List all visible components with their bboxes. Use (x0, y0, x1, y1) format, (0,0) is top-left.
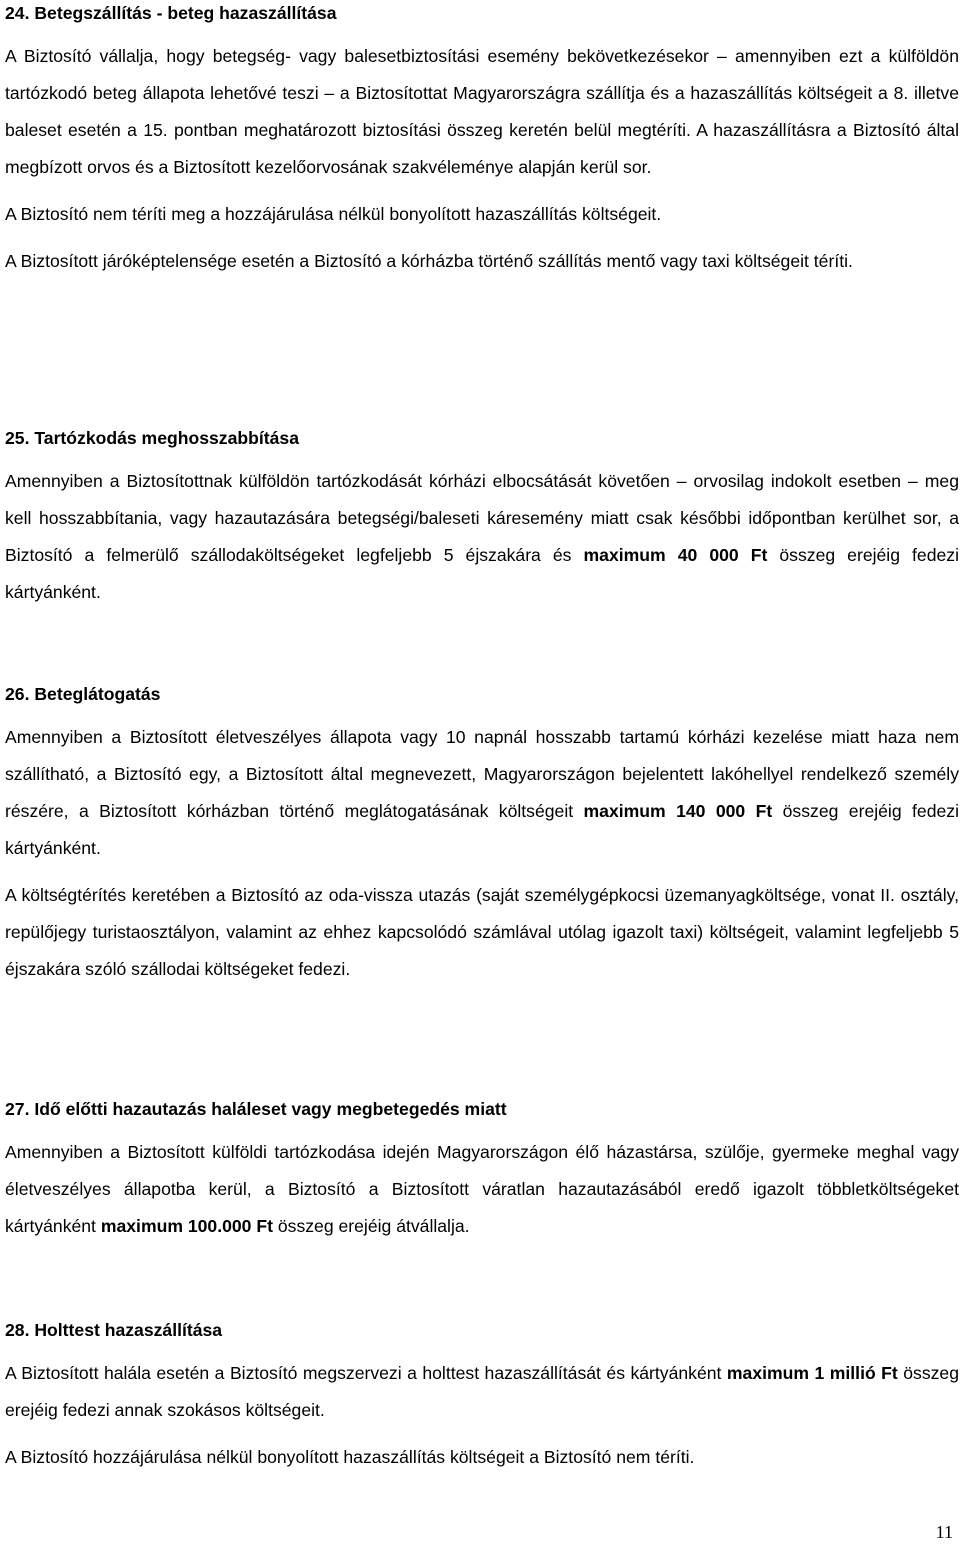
section-28 (5, 1317, 959, 1476)
paragraph-text: Amennyiben a Biztosított külföldi tartózkodása idején Magyarországon élő házastársa, szülője, gyermeke meghal vagy életveszélyes állapotba kerül, a Biztosító a Biztosított váratlan hazautazásából eredő igazolt többletköltségeket kártyánként (5, 1142, 959, 1236)
section-25 (5, 425, 959, 611)
section-heading: 24. Betegszállítás - beteg hazaszállítása (5, 3, 337, 23)
section-paragraph (5, 1439, 959, 1476)
section-paragraph (5, 1355, 959, 1429)
section-paragraph (5, 463, 959, 611)
section-24 (5, 0, 959, 280)
section-paragraph (5, 38, 959, 186)
paragraph-text: Amennyiben a Biztosítottnak külföldön tartózkodását kórházi elbocsátását követően – orvosilag indokolt esetben – meg kell hosszabbítania, vagy hazautazására betegségi/baleseti káresemény miatt csak későbbi időpontban kerülhet sor, a Biztosító a felmerülő szállodaköltségeket legfeljebb 5 éjszakára és (5, 471, 959, 565)
section-heading: 25. Tartózkodás meghosszabbítása (5, 428, 299, 448)
paragraph-text: A Biztosított halála esetén a Biztosító megszervezi a holttest hazaszállítását és kártyánként (5, 1363, 727, 1383)
paragraph-text: összeg erejéig átvállalja. (272, 1216, 470, 1236)
section-heading: 27. Idő előtti hazautazás haláleset vagy megbetegedés miatt (5, 1099, 507, 1119)
section-paragraph (5, 1134, 959, 1245)
section-heading: 28. Holttest hazaszállítása (5, 1320, 223, 1340)
paragraph-text: A Biztosító hozzájárulása nélkül bonyolított hazaszállítás költségeit a Biztosító nem téríti. (5, 1447, 695, 1467)
paragraph-text: összeg erejéig fedezi annak szokásos költségeit. (5, 1363, 959, 1420)
bold-amount: maximum 100.000 Ft (100, 1216, 273, 1236)
section-paragraph (5, 719, 959, 867)
paragraph-text: összeg erejéig fedezi kártyánként. (5, 801, 959, 858)
page-number: 11 (935, 1522, 953, 1542)
section-26 (5, 681, 959, 988)
bold-amount: maximum 140 000 Ft (583, 801, 773, 821)
section-paragraph (5, 196, 959, 233)
paragraph-text: A Biztosító nem téríti meg a hozzájárulása nélkül bonyolított hazaszállítás költségeit. (5, 204, 662, 224)
paragraph-text: Amennyiben a Biztosított életveszélyes állapota vagy 10 napnál hosszabb tartamú kórházi kezelése miatt haza nem szállítható, a Biztosító egy, a Biztosított által megnevezett, Magyarországon bejelentett lakóhellyel rendelkező személy részére, a Biztosított kórházban történő meglátogatásának költségeit (5, 727, 959, 821)
section-paragraph (5, 243, 959, 280)
section-27 (5, 1096, 959, 1245)
paragraph-text: A Biztosító vállalja, hogy betegség- vagy balesetbiztosítási esemény bekövetkezésekor – amennyiben ezt a külföldön tartózkodó beteg állapota lehetővé teszi – a Biztosítottat Magyarországra szállítja és a hazaszállítás költségeit a 8. illetve baleset esetén a 15. pontban meghatározott biztosítási összeg keretén belül megtéríti. A hazaszállításra a Biztosító által megbízott orvos és a Biztosított kezelőorvosának szakvéleménye alapján kerül sor. (5, 46, 959, 177)
paragraph-text: összeg erejéig fedezi kártyánként. (5, 545, 959, 602)
paragraph-text: A Biztosított járóképtelensége esetén a Biztosító a kórházba történő szállítás mentő vagy taxi költségeit téríti. (5, 251, 853, 271)
section-heading: 26. Beteglátogatás (5, 684, 161, 704)
bold-amount: maximum 1 millió Ft (726, 1363, 898, 1383)
section-paragraph (5, 877, 959, 988)
bold-amount: maximum 40 000 Ft (583, 545, 768, 565)
paragraph-text: A költségtérítés keretében a Biztosító az oda-vissza utazás (saját személygépkocsi üzemanyagköltsége, vonat II. osztály, repülőjegy turistaosztályon, valamint az ehhez kapcsolódó számlával utólag igazolt taxi) költségeit, valamint legfeljebb 5 éjszakára szóló szállodai költségeket fedezi. (5, 885, 959, 979)
